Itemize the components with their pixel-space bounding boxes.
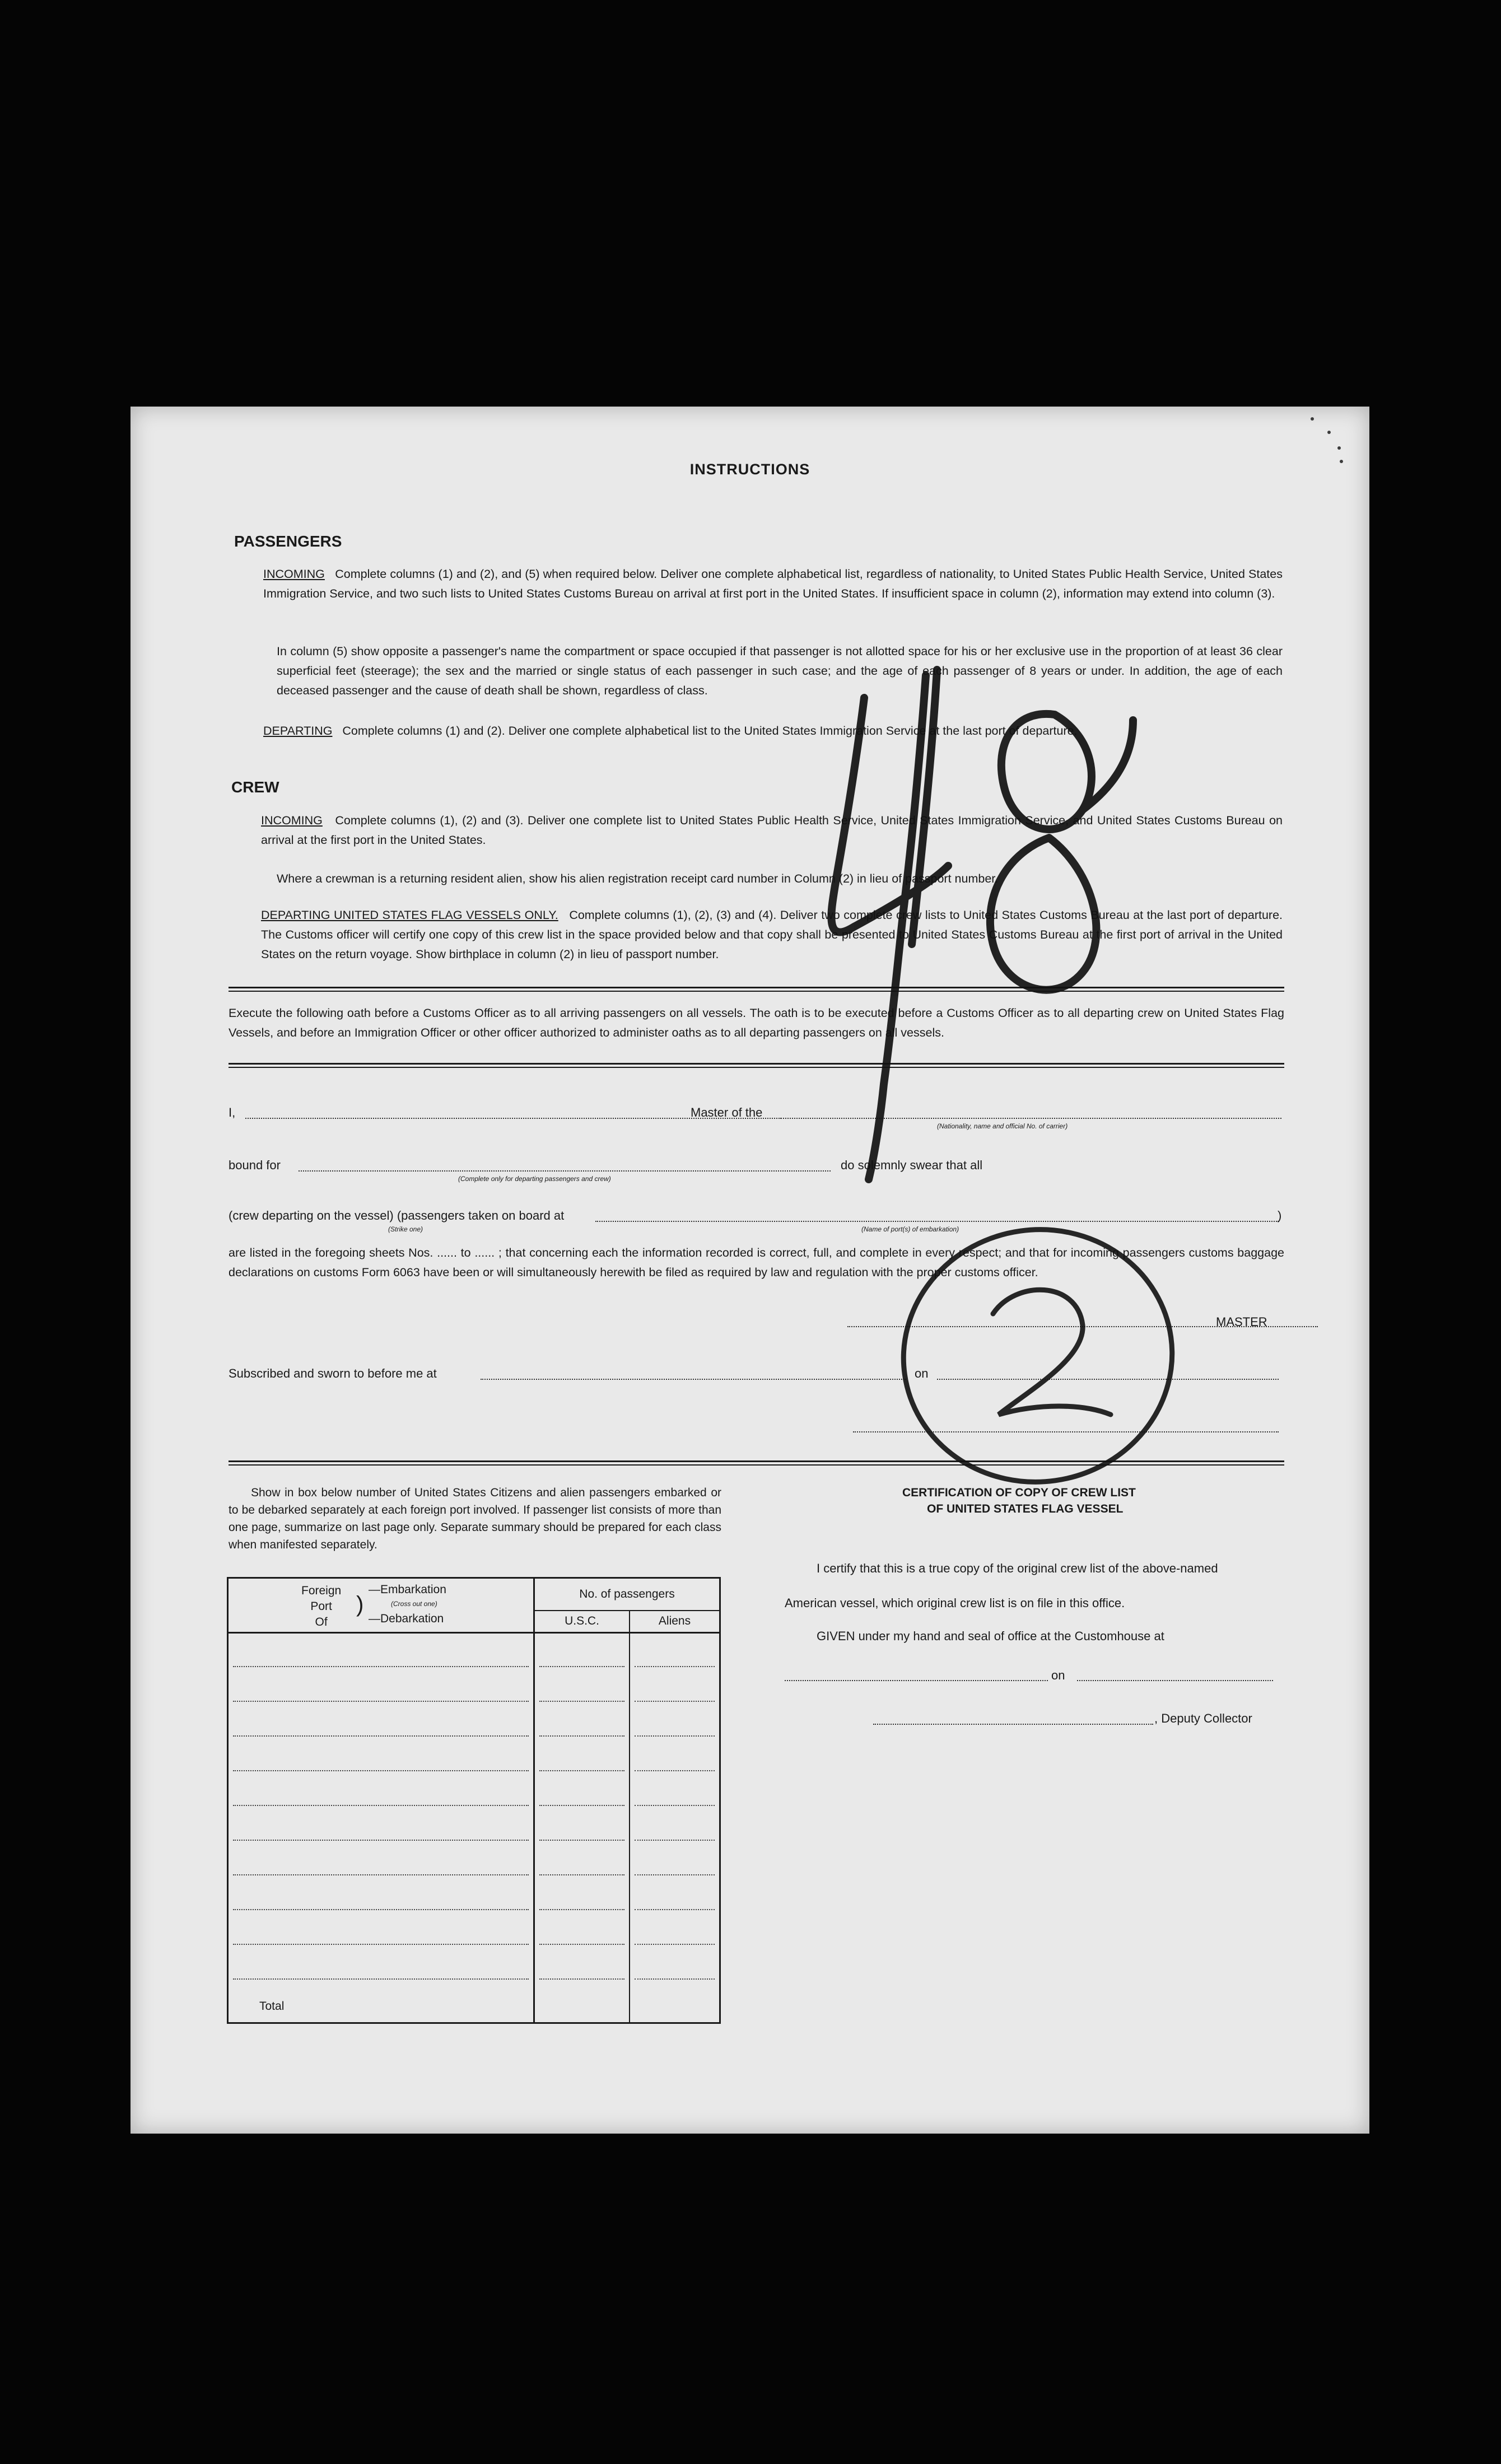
certification-heading-1: CERTIFICATION OF COPY OF CREW LIST [902, 1486, 1136, 1499]
table-row-line[interactable] [635, 1909, 715, 1910]
table-row-line[interactable] [635, 1770, 715, 1771]
table-row-line[interactable] [635, 1840, 715, 1841]
table-row-line[interactable] [539, 1909, 624, 1910]
table-row-line[interactable] [539, 1944, 624, 1945]
master-label: MASTER [1216, 1315, 1267, 1329]
certify-line-2: American vessel, which original crew list is on file in this office. [785, 1596, 1125, 1610]
aliens-header: Aliens [630, 1611, 720, 1633]
crew-incoming-label: INCOMING [261, 814, 323, 827]
crew-departing-text: Complete columns (1), (2), (3) and (4). Deliver two complete crew lists to United States Customs Bureau at the last port of departure. The Customs officer will certify one copy of this crew list in the space provided below and that copy shall be presented to United States Customs Bureau at the first port of arrival in the United States on the return voyage. Show birthplace in column (2) in lieu of passport number. [261, 908, 1283, 961]
table-row-line[interactable] [635, 1874, 715, 1875]
embarkation-ports-field[interactable] [595, 1221, 1279, 1222]
divider [229, 1464, 1284, 1466]
certify-line-1: I certify that this is a true copy of the original crew list of the above-named [817, 1561, 1218, 1575]
table-row-line[interactable] [539, 1840, 624, 1841]
subscribed-label: Subscribed and sworn to before me at [229, 1366, 437, 1380]
crew-heading: CREW [231, 778, 279, 796]
table-row-line[interactable] [539, 1770, 624, 1771]
table-row-line[interactable] [233, 1978, 529, 1980]
table-row-line[interactable] [635, 1805, 715, 1806]
listed-sheets-paragraph: are listed in the foregoing sheets Nos. ...... to ...... ; that concerning each the information recorded is correct, full, and complete in every respect; and that for incoming passengers customs baggage declarations on customs Form 6063 have been or will simultaneously herewith be filed as required by law and regulation with the proper customs officer. [229, 1246, 1284, 1279]
table-row-line[interactable] [539, 1666, 624, 1667]
bound-for-field[interactable] [299, 1170, 831, 1172]
table-row-line[interactable] [539, 1701, 624, 1702]
port-header-cell: Foreign Port Of ) —Embarkation (Cross out one) —Debarkation [228, 1578, 534, 1633]
ports-note: (Name of port(s) of embarkation) [861, 1225, 959, 1233]
table-row-line[interactable] [539, 1978, 624, 1980]
table-row-line[interactable] [233, 1874, 529, 1875]
table-row-line[interactable] [233, 1666, 529, 1667]
crew-departing-label: (crew departing on the vessel) (passengers taken on board at [229, 1208, 565, 1222]
given-line: GIVEN under my hand and seal of office at the Customhouse at [817, 1629, 1164, 1643]
divider [229, 1063, 1284, 1065]
deputy-collector-label: , Deputy Collector [1154, 1711, 1252, 1725]
certification-on-label: on [1051, 1668, 1065, 1682]
col-port-line2: Port [310, 1600, 332, 1613]
table-row-line[interactable] [233, 1770, 529, 1771]
total-label: Total [259, 2000, 285, 2013]
table-row-line[interactable] [539, 1735, 624, 1737]
document-page [130, 407, 1369, 2134]
passengers-departing-paragraph [263, 721, 1283, 741]
debarkation-label: —Debarkation [369, 1612, 444, 1625]
table-row-line[interactable] [635, 1735, 715, 1737]
table-row-line[interactable] [233, 1944, 529, 1945]
divider [229, 987, 1284, 988]
table-row-line[interactable] [233, 1840, 529, 1841]
table-row-line[interactable] [233, 1909, 529, 1910]
close-paren: ) [1278, 1208, 1282, 1222]
strike-one-note: (Strike one) [388, 1225, 423, 1233]
aliens-column-body [630, 1633, 720, 2023]
passenger-summary-table [227, 1577, 721, 2024]
col-port-line3: Of [315, 1616, 328, 1628]
oath-instruction: Execute the following oath before a Customs Officer as to all arriving passengers on all vessels. The oath is to be executed before a Customs Officer as to all departing crew on United States Flag Vessels, and before an Immigration Officer or other officer authorized to administer oaths as to all departing passengers on all vessels. [229, 1006, 1284, 1039]
handwritten-circled-text [1032, 1353, 1033, 1354]
subscribed-on-label: on [915, 1366, 929, 1380]
passengers-heading: PASSENGERS [234, 533, 342, 550]
officer-signature-field[interactable] [853, 1431, 1279, 1432]
table-row-line[interactable] [539, 1805, 624, 1806]
vessel-field[interactable] [780, 1118, 1281, 1119]
subscribed-date-field[interactable] [937, 1379, 1279, 1380]
subscribed-place-field[interactable] [481, 1379, 906, 1380]
usc-column-body [534, 1633, 630, 2023]
certification-heading-2: OF UNITED STATES FLAG VESSEL [927, 1502, 1124, 1515]
table-row-line[interactable] [635, 1978, 715, 1980]
passengers-departing-text: Complete columns (1) and (2). Deliver one complete alphabetical list to the United States Immigration Service at the last port of departure. [342, 724, 1078, 738]
crew-incoming-paragraph [261, 811, 1283, 850]
deputy-collector-field[interactable] [873, 1724, 1153, 1725]
table-row-line[interactable] [635, 1944, 715, 1945]
divider [229, 1460, 1284, 1462]
complete-note: (Complete only for departing passengers and crew) [458, 1175, 611, 1183]
col-port-line1: Foreign [301, 1584, 342, 1597]
do-swear-label: do solemnly swear that all [841, 1158, 983, 1172]
table-row-line[interactable] [233, 1701, 529, 1702]
master-of-the-label: Master of the [691, 1105, 763, 1119]
passengers-incoming-label: INCOMING [263, 567, 325, 581]
oath-i-label: I, [229, 1105, 236, 1119]
certification-date-field[interactable] [1077, 1680, 1273, 1681]
port-column-body [228, 1633, 534, 2023]
passengers-incoming-text: Complete columns (1) and (2), and (5) when required below. Deliver one complete alphabetical list, regardless of nationality, to United States Public Health Service, United States Immigration Service, and two such lists to United States Customs Bureau on arrival at first port in the United States. If insufficient space in column (2), information may extend into column (3). [263, 567, 1283, 600]
crew-departing-paragraph [261, 906, 1283, 964]
no-of-passengers-header: No. of passengers [534, 1578, 720, 1611]
table-row-line[interactable] [635, 1701, 715, 1702]
table-row-line[interactable] [233, 1805, 529, 1806]
passengers-incoming-paragraph [263, 564, 1283, 604]
usc-header: U.S.C. [534, 1611, 630, 1633]
divider [229, 1067, 1284, 1068]
table-row-line[interactable] [539, 1874, 624, 1875]
summary-instruction: Show in box below number of United States Citizens and alien passengers embarked or to be debarked separately at each foreign port involved. If passenger list consists of more than one page, summarize on last page only. Separate summary should be prepared for each class when manifested separately. [229, 1486, 721, 1551]
customhouse-field[interactable] [785, 1680, 1048, 1681]
nationality-note: (Nationality, name and official No. of carrier) [937, 1122, 1068, 1130]
table-row-line[interactable] [635, 1666, 715, 1667]
crew-departing-label: DEPARTING UNITED STATES FLAG VESSELS ONLY. [261, 908, 558, 922]
embarkation-label: —Embarkation [369, 1583, 446, 1596]
page-title: INSTRUCTIONS [689, 461, 810, 478]
table-row-line[interactable] [233, 1735, 529, 1737]
passengers-column5-paragraph: In column (5) show opposite a passenger's name the compartment or space occupied if that passenger is not allotted space for his or her exclusive use in the proportion of at least 36 clear superficial feet (steerage); the sex and the married or single status of each passenger in such case; and the age of each passenger of 8 years or under. In addition, the age of each deceased passenger and the cause of death shall be shown, regardless of class. [277, 645, 1283, 697]
cross-out-note: (Cross out one) [391, 1600, 437, 1608]
crew-resident-paragraph: Where a crewman is a returning resident alien, show his alien registration receipt card number in Column (2) in lieu of passport number. [277, 872, 999, 885]
passengers-departing-label: DEPARTING [263, 724, 333, 738]
bound-for-label: bound for [229, 1158, 281, 1172]
crew-incoming-text: Complete columns (1), (2) and (3). Deliver one complete list to United States Public Health Service, United States Immigration Service, and United States Customs Bureau on arrival at the first port in the United States. [261, 814, 1283, 847]
divider [229, 991, 1284, 992]
